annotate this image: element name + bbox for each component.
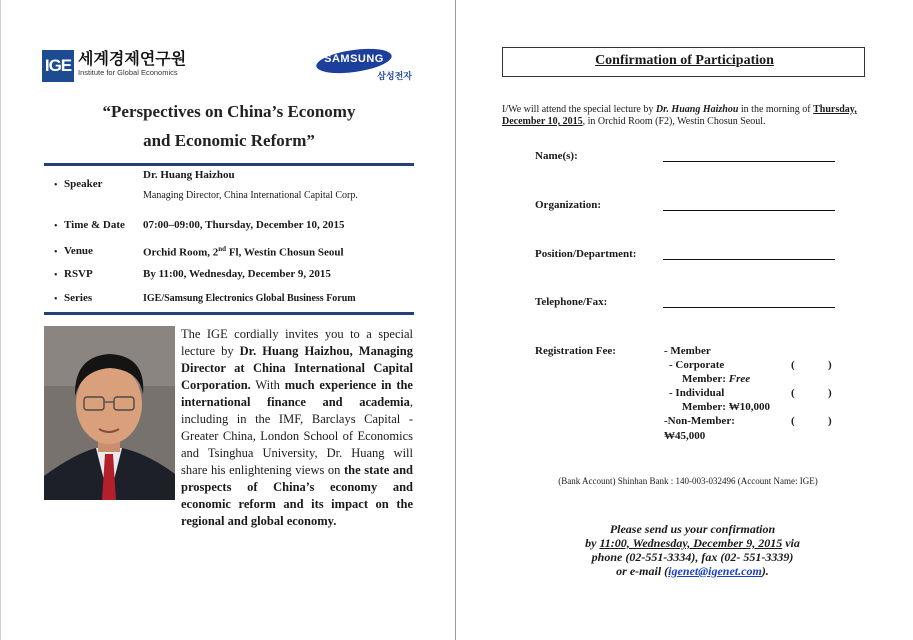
- confirmation-title: Confirmation of Participation: [595, 53, 774, 68]
- email-link[interactable]: igenet@igenet.com: [668, 564, 762, 578]
- name-field[interactable]: [663, 161, 835, 162]
- organization-field-label: Organization:: [535, 199, 601, 211]
- samsung-korean-name: 삼성전자: [377, 72, 412, 82]
- corporate-checkbox-open[interactable]: (: [791, 359, 795, 371]
- attendance-statement: I/We will attend the special lecture by Dr. Huang Haizhou in the morning of Thursday, December 10, 2015, in Orchid Room (F2), Westin Chosun Seoul.: [502, 104, 857, 127]
- organization-field[interactable]: [663, 210, 835, 211]
- send-line-1: Please send us your confirmation: [609, 522, 776, 536]
- send-line-4: or e-mail (igenet@igenet.com).: [616, 564, 769, 578]
- speaker-role: Managing Director, China International Capital Corp.: [143, 190, 358, 201]
- nonmember-checkbox-close[interactable]: ): [828, 415, 832, 427]
- samsung-logo: [316, 50, 412, 82]
- fee-individual-price: Member: ₩10,000: [682, 401, 770, 413]
- time-date-label: Time & Date: [64, 219, 125, 231]
- bank-account-info: (Bank Account) Shinhan Bank : 140-003-032496 (Account Name: IGE): [558, 476, 818, 486]
- individual-checkbox-close[interactable]: ): [828, 387, 832, 399]
- fee-corporate-price: Member: Free: [682, 373, 751, 385]
- ige-logo: [42, 50, 186, 82]
- individual-checkbox-open[interactable]: (: [791, 387, 795, 399]
- speaker-label: Speaker: [64, 178, 103, 190]
- speaker-photo: [44, 326, 175, 500]
- ige-korean-name: 세계경제연구원: [78, 49, 187, 68]
- fee-member-heading: - Member: [664, 345, 711, 357]
- position-field[interactable]: [663, 259, 835, 260]
- series-value: IGE/Samsung Electronics Global Business Forum: [143, 293, 356, 304]
- fee-nonmember-price: ₩45,000: [664, 430, 706, 442]
- bullet-icon: •: [54, 180, 58, 191]
- telephone-field[interactable]: [663, 307, 835, 308]
- name-field-label: Name(s):: [535, 150, 578, 162]
- bullet-icon: •: [54, 294, 58, 305]
- venue-label: Venue: [64, 245, 93, 257]
- lecture-title-line2: and Economic Reform”: [143, 131, 315, 150]
- lecture-title-line1: “Perspectives on China’s Economy: [102, 102, 356, 121]
- corporate-checkbox-close[interactable]: ): [828, 359, 832, 371]
- telephone-field-label: Telephone/Fax:: [535, 296, 608, 308]
- fee-nonmember-label: -Non-Member:: [664, 415, 735, 427]
- ige-english-name: Institute for Global Economics: [78, 68, 178, 77]
- position-field-label: Position/Department:: [535, 248, 637, 260]
- bullet-icon: •: [54, 247, 58, 258]
- nonmember-checkbox-open[interactable]: (: [791, 415, 795, 427]
- samsung-wordmark: SAMSUNG: [324, 53, 384, 65]
- rsvp-value: By 11:00, Wednesday, December 9, 2015: [143, 268, 331, 280]
- top-rule: [44, 163, 414, 166]
- send-line-2: by 11:00, Wednesday, December 9, 2015 via: [585, 536, 800, 550]
- speaker-name: Dr. Huang Haizhou: [143, 169, 235, 181]
- invitation-text: The IGE cordially invites you to a special lecture by Dr. Huang Haizhou, Managing Director at China International Capital Corporation. With much experience in the international finance and academia, including in the IMF, Barclays Capital - Greater China, London School of Economics and Tsinghua University, Dr. Huang will share his enlightening views on the state and prospects of China’s economy and economic reform and its impact on the regional and global economy.: [181, 327, 413, 528]
- send-confirmation-instructions: [540, 522, 845, 578]
- bullet-icon: •: [54, 221, 58, 232]
- venue-value: Orchid Room, 2nd Fl, Westin Chosun Seoul: [143, 245, 344, 259]
- registration-fee-label: Registration Fee:: [535, 345, 616, 357]
- send-line-3: phone (02-551-3334), fax (02- 551-3339): [591, 550, 794, 564]
- page-left-edge: [0, 0, 1, 640]
- ige-logo-mark: IGE: [42, 50, 74, 82]
- fee-corporate-label: - Corporate: [669, 359, 725, 371]
- bullet-icon: •: [54, 270, 58, 281]
- fee-individual-label: - Individual: [669, 387, 725, 399]
- page-divider: [455, 0, 456, 640]
- bottom-rule: [44, 312, 414, 315]
- rsvp-label: RSVP: [64, 268, 93, 280]
- time-date-value: 07:00–09:00, Thursday, December 10, 2015: [143, 219, 345, 231]
- series-label: Series: [64, 292, 93, 304]
